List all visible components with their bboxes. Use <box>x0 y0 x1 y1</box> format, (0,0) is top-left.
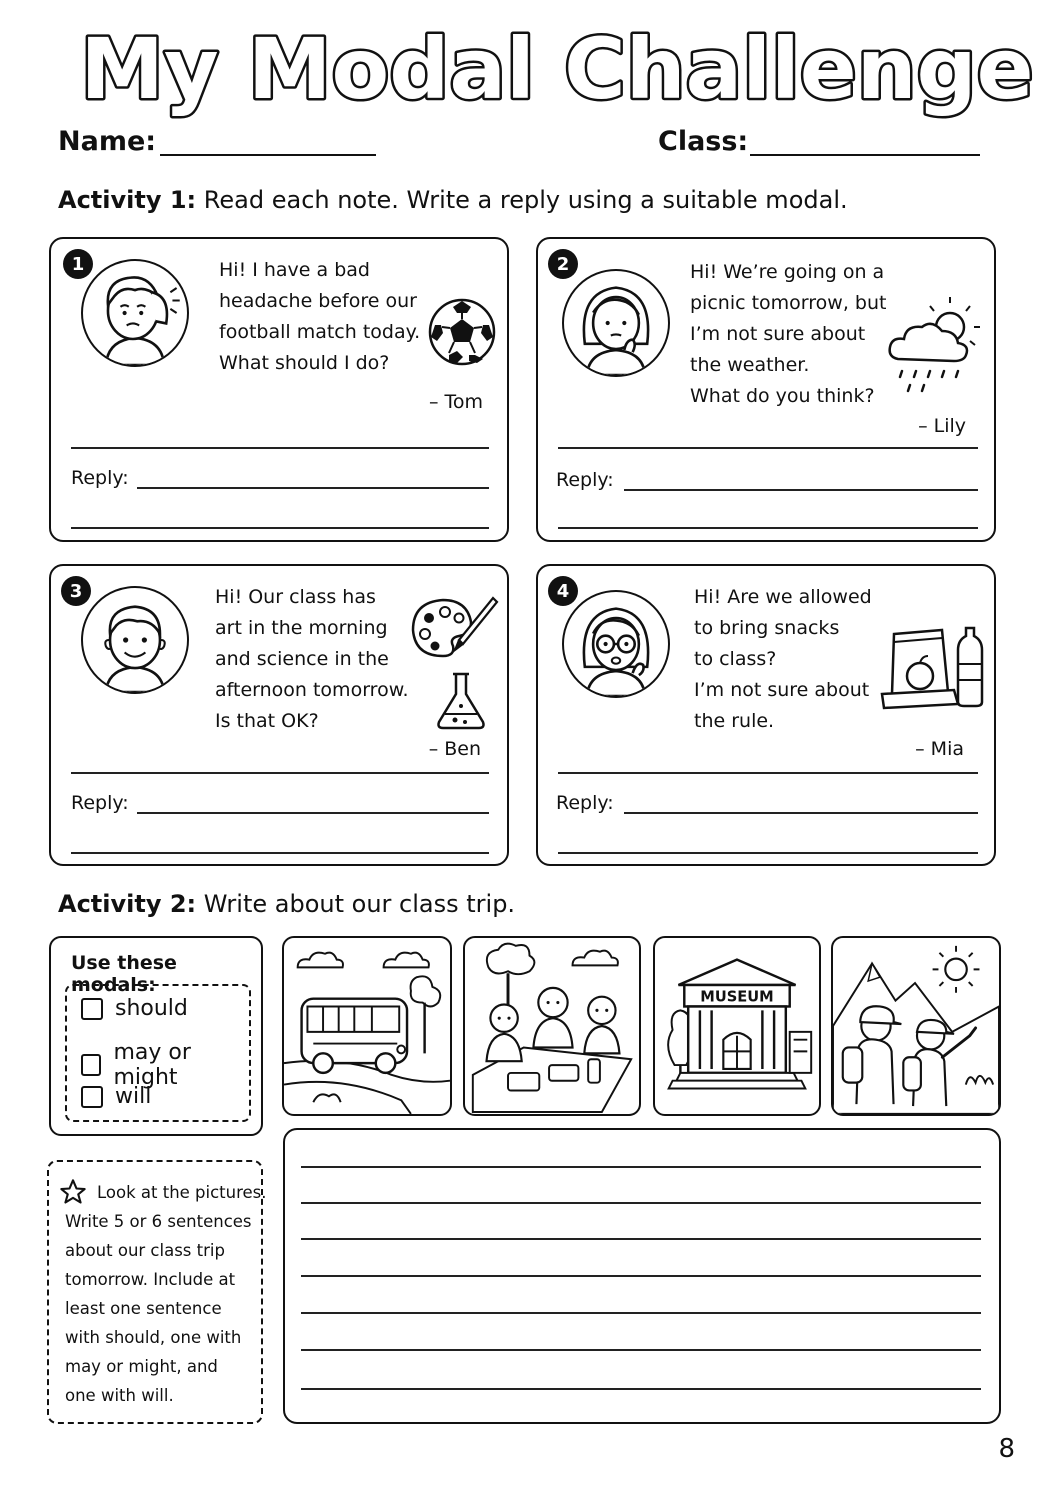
tom-avatar <box>81 259 189 367</box>
note-signature: – Ben <box>428 738 481 760</box>
writing-line[interactable] <box>301 1312 981 1314</box>
reply-label: Reply: <box>71 792 129 814</box>
museum-sign: MUSEUM <box>700 988 774 1006</box>
mia-avatar <box>562 590 670 698</box>
science-flask-icon <box>433 670 489 730</box>
note-card-2 <box>536 237 996 542</box>
note-number-badge: 2 <box>548 249 578 279</box>
activity2-heading <box>58 890 515 918</box>
modal-option-may-or-might[interactable]: may or might <box>81 1040 249 1090</box>
answer-line[interactable] <box>558 447 978 449</box>
activity2-label: Activity 2: <box>58 890 197 918</box>
title-text: My Modal Challenge <box>80 20 1034 118</box>
instructions-text: Look at the pictures. Write 5 or 6 sentences about our class trip tomorrow. Include at least one sentence with should, one with may or might, and one with will. <box>65 1183 267 1405</box>
activity2-instruction: Write about our class trip. <box>203 890 516 918</box>
class-field[interactable] <box>750 154 980 156</box>
checkbox[interactable] <box>81 1054 101 1076</box>
ben-avatar <box>81 586 189 694</box>
note-signature: – Lily <box>918 415 966 437</box>
note-text: Hi! Our class has art in the morning and science in the afternoon tomorrow. Is that OK? <box>215 586 409 732</box>
activity1-label: Activity 1: <box>58 186 197 214</box>
modals-box <box>49 936 263 1136</box>
class-label: Class: <box>658 126 749 157</box>
hiking-scene <box>831 936 1001 1116</box>
title-art <box>0 10 1055 120</box>
football-icon <box>427 297 497 367</box>
writing-line[interactable] <box>301 1388 981 1390</box>
activity1-instruction: Read each note. Write a reply using a suitable modal. <box>203 186 848 214</box>
note-card-3 <box>49 564 509 866</box>
note-text: Hi! Are we allowed to bring snacks to class? I’m not sure about the rule. <box>694 586 872 732</box>
answer-line[interactable] <box>71 447 489 449</box>
reply-line[interactable] <box>624 812 978 814</box>
note-signature: – Mia <box>915 738 964 760</box>
paint-palette-icon <box>409 594 499 662</box>
name-field[interactable] <box>160 154 376 156</box>
answer-line[interactable] <box>558 527 978 529</box>
note-card-1 <box>49 237 509 542</box>
name-label: Name: <box>58 126 157 157</box>
rain-cloud-icon <box>884 291 984 401</box>
picnic-scene <box>463 936 641 1116</box>
answer-line[interactable] <box>71 852 489 854</box>
note-signature: – Tom <box>428 391 483 413</box>
modals-title: Use these modals: <box>71 952 177 996</box>
modal-option-should[interactable]: should <box>81 996 188 1021</box>
reply-label: Reply: <box>556 469 614 491</box>
writing-line[interactable] <box>301 1238 981 1240</box>
writing-line[interactable] <box>301 1166 981 1168</box>
modal-option-will[interactable]: will <box>81 1084 151 1109</box>
instructions-box <box>47 1160 267 1424</box>
reply-line[interactable] <box>137 812 489 814</box>
lunch-bag-icon <box>878 620 986 712</box>
writing-area <box>283 1128 1001 1424</box>
modals-list <box>65 984 251 1122</box>
note-number-badge: 3 <box>61 576 91 606</box>
answer-line[interactable] <box>71 772 489 774</box>
worksheet-title <box>0 10 1055 120</box>
answer-line[interactable] <box>558 772 978 774</box>
reply-label: Reply: <box>71 467 129 489</box>
reply-line[interactable] <box>137 487 489 489</box>
bus-scene <box>282 936 452 1116</box>
reply-label: Reply: <box>556 792 614 814</box>
activity1-heading <box>58 186 848 214</box>
answer-line[interactable] <box>558 852 978 854</box>
museum-scene <box>653 936 821 1116</box>
writing-line[interactable] <box>301 1202 981 1204</box>
page-number: 8 <box>998 1434 1015 1464</box>
checkbox[interactable] <box>81 1086 103 1108</box>
writing-line[interactable] <box>301 1349 981 1351</box>
checkbox[interactable] <box>81 998 103 1020</box>
note-text: Hi! We’re going on a picnic tomorrow, but I’m not sure about the weather. What do you think? <box>690 261 887 407</box>
note-text: Hi! I have a bad headache before our football match today. What should I do? <box>219 259 421 374</box>
reply-line[interactable] <box>624 489 978 491</box>
note-number-badge: 4 <box>548 576 578 606</box>
writing-line[interactable] <box>301 1275 981 1277</box>
answer-line[interactable] <box>71 527 489 529</box>
lily-avatar <box>562 269 670 377</box>
note-number-badge: 1 <box>63 249 93 279</box>
note-card-4 <box>536 564 996 866</box>
